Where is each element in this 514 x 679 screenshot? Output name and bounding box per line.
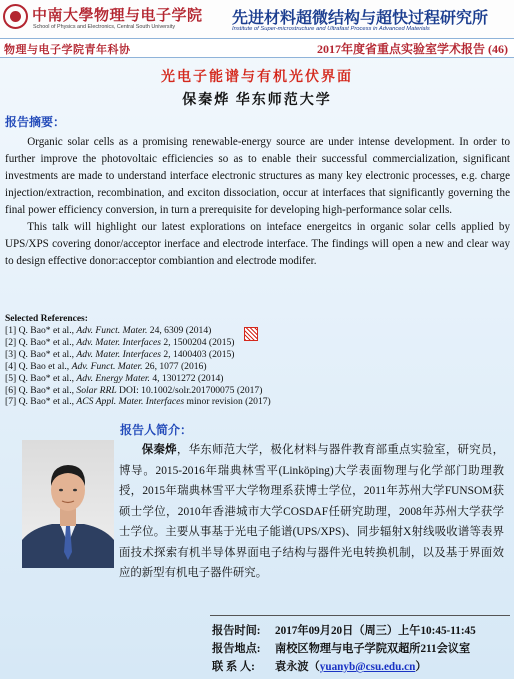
bio-body (119, 440, 504, 584)
time-label: 报告时间: (212, 625, 261, 637)
reference-authors: [4] Q. Bao et al., (5, 360, 72, 372)
reference-journal: Adv. Mater. Interfaces (76, 348, 161, 360)
contact (212, 658, 427, 674)
reference-details: 2, 1400403 (2015) (160, 348, 235, 360)
reference-details: 26, 1077 (2016) (142, 360, 207, 372)
speaker-name: 保秦烨 (141, 444, 177, 456)
reference-authors: [3] Q. Bao* et al., (5, 348, 77, 360)
reference-details: 4, 1301272 (2014) (149, 372, 224, 384)
reference-item (5, 361, 325, 373)
reference-item (5, 337, 325, 349)
university-logo-icon (3, 4, 28, 29)
institute-name-en: Institute of Super-microstructure and Ultrafast Process in Advanced Materials (232, 26, 430, 32)
contact-name: 袁永波（ (275, 661, 320, 673)
abstract-heading: 报告摘要： (5, 115, 66, 129)
reference-item (5, 349, 325, 361)
reference-details: 2, 1500204 (2015) (160, 336, 235, 348)
references-heading: Selected References: (5, 314, 88, 324)
speaker-line: 保秦烨 华东师范大学 (182, 93, 332, 108)
reference-journal: Adv. Mater. Interfaces (76, 336, 161, 348)
institute-name: 先进材料超微结构与超快过程研究所 (232, 10, 489, 27)
series-title: 2017年度省重点实验室学术报告 (46) (317, 42, 508, 56)
talk-title: 光电子能谱与有机光伏界面 (161, 70, 353, 85)
abstract-paragraph: This talk will highlight our latest explorations on inteface energeitcs in organic solar cells applied by UPS/XPS covering donor/acceptor inerface and electrode interface. The findings will open a new and clear way to design effective donor:acceptor combiantion and electrode modifer. (5, 221, 510, 267)
contact-close: ） (415, 661, 427, 673)
bio-text: ，华东师范大学，极化材料与器件教育部重点实验室，研究员，博导。2015-2016年瑞典林雪平(Linköping)大学表面物理与化学部门助理教授，2015年瑞典林雪平大学物理系获博士学位，2011年苏州大学FUNSOM获硕士学位，2010年香港城市大学COSDAF任研究助理，2008年苏州大学获学士学位。主要从事基于光电子能谱(UPS/XPS)、同步辐射X射线吸收谱等表界面技术探索有机半导体界面电子结构与器件光电转换机制，以及基于界面效应的新型有机电子器件研究。 (119, 444, 504, 579)
reference-details: 24, 6309 (2014) (147, 325, 212, 336)
reference-item (5, 396, 325, 408)
reference-details: minor revision (2017) (184, 396, 271, 408)
reference-item (5, 373, 325, 385)
speaker-photo (22, 440, 114, 568)
header (0, 0, 514, 38)
reference-authors: [2] Q. Bao* et al., (5, 336, 77, 348)
reference-authors: [1] Q. Bao* et al., (5, 325, 77, 336)
talk-place (212, 640, 471, 656)
banner-bar (0, 38, 514, 58)
reference-authors: [7] Q. Bao* et al., (5, 396, 77, 408)
reference-journal: Solar RRL (76, 384, 117, 396)
reference-journal: Adv. Funct. Mater. (71, 360, 143, 372)
reference-item (5, 325, 325, 337)
reference-journal: Adv. Energy Mater. (76, 372, 150, 384)
reference-journal: Adv. Funct. Mater. (76, 325, 148, 336)
contact-label: 联 系 人: (212, 661, 255, 673)
references-list (5, 325, 325, 408)
organizer: 物理与电子学院青年科协 (4, 44, 131, 56)
seal-stamp-icon (244, 327, 258, 341)
bio-heading: 报告人简介： (120, 423, 193, 437)
place-label: 报告地点: (212, 643, 261, 655)
reference-item (5, 385, 325, 397)
reference-authors: [5] Q. Bao* et al., (5, 372, 77, 384)
place-value: 南校区物理与电子学院双超所211会议室 (275, 643, 471, 655)
contact-email-link[interactable]: yuanyb@csu.edu.cn (319, 661, 416, 673)
university-name-en: School of Physics and Electronics, Central South University (33, 24, 176, 30)
reference-authors: [6] Q. Bao* et al., (5, 384, 77, 396)
portrait-icon (22, 440, 114, 568)
talk-time (212, 622, 476, 638)
reference-journal: ACS Appl. Mater. Interfaces (76, 396, 185, 408)
time-value: 2017年09月20日（周三）上午10:45-11:45 (275, 625, 476, 637)
info-divider (210, 615, 510, 616)
abstract-paragraph: Organic solar cells as a promising renewable-energy source are under intense development. In order to further improve the photovoltaic efficiencies so as to enable their successful commercialization, significant investments are made to understand interface electronic structures as many key electronic processes, e.g. charge injection/extraction, recombination, and exciton dissociation, occur at interfaces that significantly governing the final power efficiency conversion, in turn a prerequisite for developing high-performance solar cells. (5, 136, 510, 216)
university-name: 中南大學物理与电子学院 (32, 8, 203, 24)
reference-details: DOI: 10.1002/solr.201700075 (2017) (116, 384, 263, 396)
abstract-body (5, 134, 510, 270)
